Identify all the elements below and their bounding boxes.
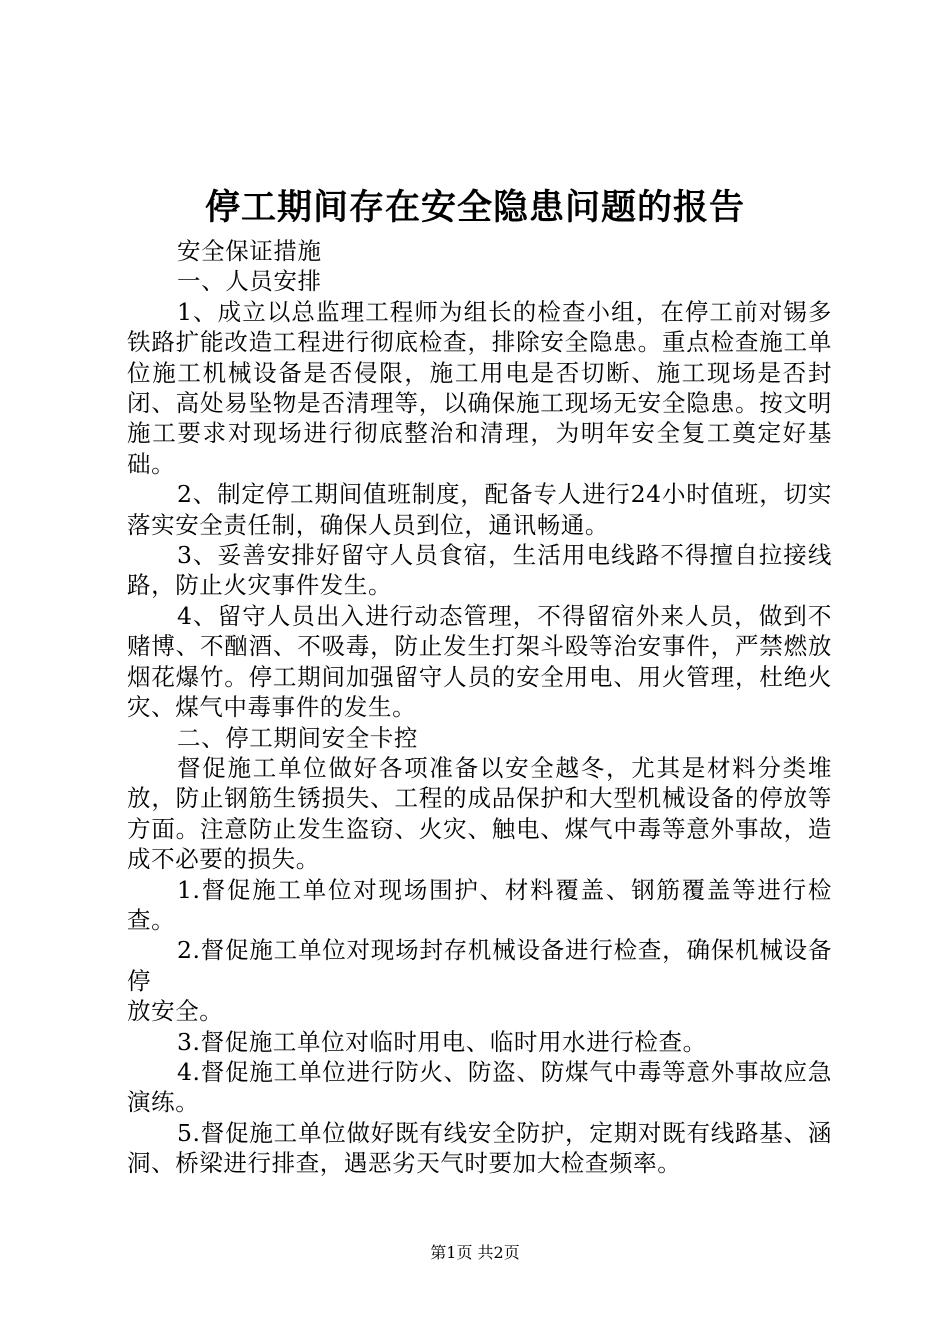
section-heading-safety-measures: 安全保证措施 (177, 237, 322, 265)
paragraph-control-1: 1.督促施工单位对现场围护、材料覆盖、钢筋覆盖等进行检查。 (127, 875, 832, 934)
paragraph-control-3: 3.督促施工单位对临时用电、临时用水进行检查。 (177, 1027, 707, 1056)
paragraph-item-2: 2、制定停工期间值班制度，配备专人进行24小时值班，切实落实安全责任制，确保人员到位，通讯畅通。 (127, 480, 832, 539)
paragraph-intro-control: 督促施工单位做好各项准备以安全越冬，尤其是材料分类堆放，防止钢筋生锈损失、工程的成品保护和大型机械设备的停放等方面。注意防止发生盗窃、火灾、触电、煤气中毒等意外事故，造成不必要的损失。 (127, 753, 832, 874)
paragraph-control-5: 5.督促施工单位做好既有线安全防护，定期对既有线路基、涵洞、桥梁进行排查，遇恶劣天气时要加大检查频率。 (127, 1118, 832, 1178)
section-heading-shutdown-control: 二、停工期间安全卡控 (177, 723, 418, 752)
paragraph-control-2: 2.督促施工单位对现场封存机械设备进行检查，确保机械设备停 (127, 936, 832, 995)
document-body (127, 236, 832, 1179)
page-number-footer: 第1页 共2页 (430, 1243, 520, 1262)
paragraph-item-4: 4、留守人员出入进行动态管理，不得留宿外来人员，做到不赌博、不酗酒、不吸毒，防止发生打架斗殴等治安事件，严禁燃放烟花爆竹。停工期间加强留守人员的安全用电、用火管理，杜绝火灾、煤气中毒事件的发生。 (127, 601, 832, 722)
paragraph-item-1: 1、成立以总监理工程师为组长的检查小组，在停工前对锡多铁路扩能改造工程进行彻底检查，排除安全隐患。重点检查施工单位施工机械设备是否侵限，施工用电是否切断、施工现场是否封闭、高处易坠物是否清理等，以确保施工现场无安全隐患。按文明施工要求对现场进行彻底整治和清理，为明年安全复工奠定好基础。 (127, 297, 832, 478)
paragraph-control-4: 4.督促施工单位进行防火、防盗、防煤气中毒等意外事故应急演练。 (127, 1057, 832, 1117)
document-title: 停工期间存在安全隐患问题的报告 (204, 187, 745, 228)
paragraph-item-3: 3、妥善安排好留守人员食宿，生活用电线路不得擅自拉接线路，防止火灾事件发生。 (127, 541, 832, 600)
section-heading-personnel: 一、人员安排 (177, 267, 322, 296)
paragraph-control-2-continued: 放安全。 (127, 997, 224, 1026)
